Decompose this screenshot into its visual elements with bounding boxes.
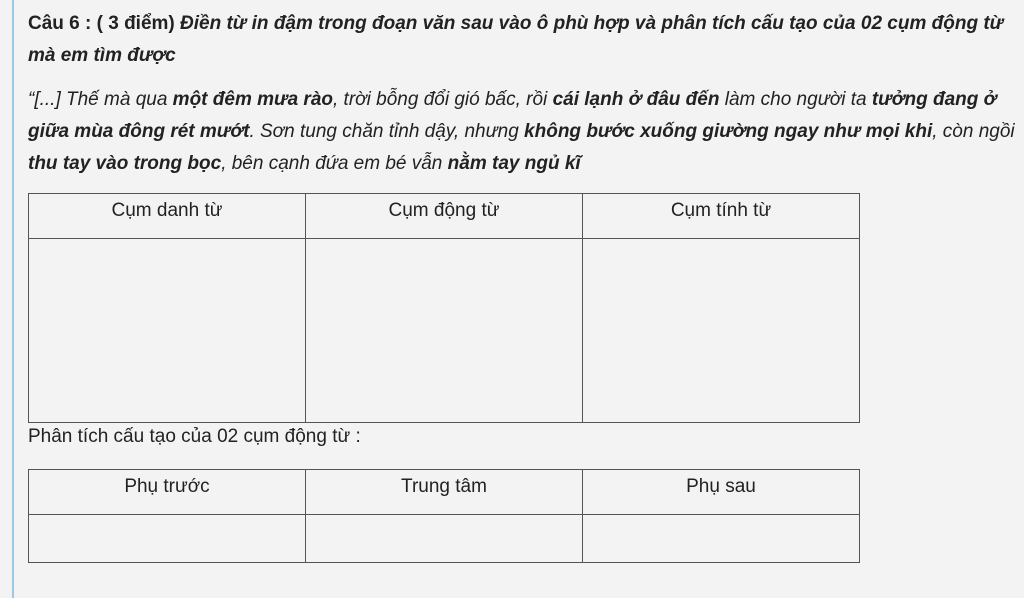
left-border-rule	[12, 0, 14, 598]
header-verb-phrase: Cụm động từ	[306, 194, 583, 239]
bold-phrase-1: một đêm mưa rào	[172, 89, 333, 110]
passage-text-4: . Sơn tung chăn tỉnh dậy, nhưng	[249, 121, 525, 142]
structure-analysis-table	[28, 469, 860, 563]
table-row	[29, 239, 860, 423]
table-row	[29, 515, 860, 563]
answer-cell-adjective-phrase[interactable]	[583, 239, 860, 423]
table-header-row	[29, 194, 860, 239]
passage-text-3: làm cho người ta	[719, 89, 872, 110]
header-post-modifier: Phụ sau	[583, 470, 860, 515]
passage-text-5: , còn ngồi	[932, 121, 1015, 142]
table-header-row	[29, 470, 860, 515]
passage-text-1: “[...] Thế mà qua	[28, 89, 173, 110]
header-adjective-phrase: Cụm tính từ	[583, 194, 860, 239]
question-number: Câu 6 : ( 3 điểm)	[28, 13, 175, 34]
answer-cell-post-modifier[interactable]	[583, 515, 860, 563]
phrase-classification-table	[28, 193, 860, 423]
passage-text-6: , bên cạnh đứa em bé vẫn	[221, 153, 448, 174]
passage-text	[28, 84, 1018, 180]
passage-text-2: , trời bỗng đổi gió bấc, rồi	[333, 89, 553, 110]
answer-cell-verb-phrase[interactable]	[306, 239, 583, 423]
bold-phrase-6: nằm tay ngủ kĩ	[447, 153, 581, 174]
answer-cell-head[interactable]	[306, 515, 583, 563]
question-instruction: Điền từ in đậm trong đoạn văn sau vào ô phù hợp và phân tích cấu tạo của 02 cụm động từ mà em tìm được	[28, 13, 1004, 66]
header-pre-modifier: Phụ trước	[29, 470, 306, 515]
bold-phrase-4: không bước xuống giường ngay như mọi khi	[524, 121, 933, 142]
bold-phrase-5: thu tay vào trong bọc	[28, 153, 222, 174]
analysis-title: Phân tích cấu tạo của 02 cụm động từ :	[28, 426, 361, 447]
header-noun-phrase: Cụm danh từ	[29, 194, 306, 239]
bold-phrase-3: tưởng đang ở giữa mùa đông rét mướt	[28, 89, 997, 142]
header-head: Trung tâm	[306, 470, 583, 515]
answer-cell-noun-phrase[interactable]	[29, 239, 306, 423]
answer-cell-pre-modifier[interactable]	[29, 515, 306, 563]
question-block	[28, 8, 1018, 180]
question-heading	[28, 8, 1018, 72]
bold-phrase-2: cái lạnh ở đâu đến	[552, 89, 720, 110]
